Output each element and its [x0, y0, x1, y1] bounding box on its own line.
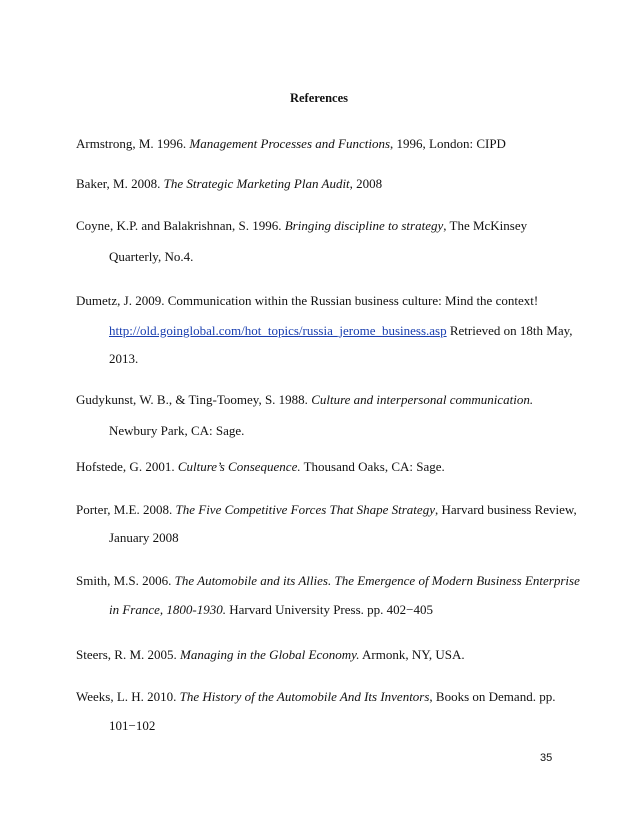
reference-title: in France, 1800-1930. [109, 602, 226, 617]
reference-title: Culture and interpersonal communication. [311, 392, 534, 407]
reference-author: Hofstede, G. 2001. [76, 459, 178, 474]
reference-weeks-continued: 101−102 [109, 718, 156, 733]
reference-porter-continued: January 2008 [109, 530, 179, 545]
reference-title: The History of the Automobile And Its Inventors [179, 689, 430, 704]
reference-dumetz-continued: 2013. [109, 351, 139, 366]
reference-author: Gudykunst, W. B., & Ting-Toomey, S. 1988. [76, 392, 312, 407]
reference-smith [76, 573, 580, 589]
reference-gudykunst-continued: Newbury Park, CA: Sage. [109, 423, 245, 438]
reference-details: Retrieved on 18th May, [446, 323, 573, 338]
reference-dumetz-link-line [109, 323, 573, 339]
reference-dumetz: Dumetz, J. 2009. Communication within the Russian business culture: Mind the context! [76, 293, 539, 308]
reference-details: , Books on Demand. pp. [429, 689, 556, 704]
page-number: 35 [540, 752, 553, 764]
reference-coyne [76, 218, 527, 234]
reference-author: Weeks, L. H. 2010. [76, 689, 180, 704]
reference-gudykunst [76, 392, 533, 408]
reference-details: , The McKinsey [443, 218, 528, 233]
reference-details: Thousand Oaks, CA: Sage. [300, 459, 445, 474]
reference-title: The Five Competitive Forces That Shape Strategy [175, 502, 435, 517]
reference-title: Bringing discipline to strategy [284, 218, 444, 233]
reference-details: Armonk, NY, USA. [359, 647, 465, 662]
reference-author: Smith, M.S. 2006. [76, 573, 175, 588]
reference-details: Harvard University Press. pp. 402−405 [225, 602, 433, 617]
reference-title: Management Processes and Functions [189, 136, 391, 151]
reference-armstrong [76, 136, 506, 152]
references-heading: References [289, 91, 349, 105]
reference-details: , 2008 [349, 176, 383, 191]
reference-url-link[interactable]: http://old.goinglobal.com/hot_topics/russia_jerome_business.asp [109, 323, 447, 338]
reference-author: Steers, R. M. 2005. [76, 647, 180, 662]
reference-author: Coyne, K.P. and Balakrishnan, S. 1996. [76, 218, 285, 233]
reference-details: , Harvard business Review, [434, 502, 577, 517]
reference-hofstede [76, 459, 445, 475]
reference-title: Managing in the Global Economy. [180, 647, 360, 662]
reference-weeks [76, 689, 555, 705]
reference-porter [76, 502, 577, 518]
reference-title: The Automobile and its Allies. The Emergence of Modern Business Enterprise [174, 573, 580, 588]
reference-baker [76, 176, 382, 192]
reference-details: , 1996, London: CIPD [390, 136, 506, 151]
reference-author: Porter, M.E. 2008. [76, 502, 176, 517]
reference-author: Armstrong, M. 1996. [76, 136, 190, 151]
reference-coyne-continued: Quarterly, No.4. [109, 249, 194, 264]
reference-smith-continued [109, 602, 433, 618]
reference-title: The Strategic Marketing Plan Audit [163, 176, 350, 191]
reference-title: Culture’s Consequence. [177, 459, 301, 474]
reference-author: Baker, M. 2008. [76, 176, 164, 191]
reference-steers [76, 647, 465, 663]
